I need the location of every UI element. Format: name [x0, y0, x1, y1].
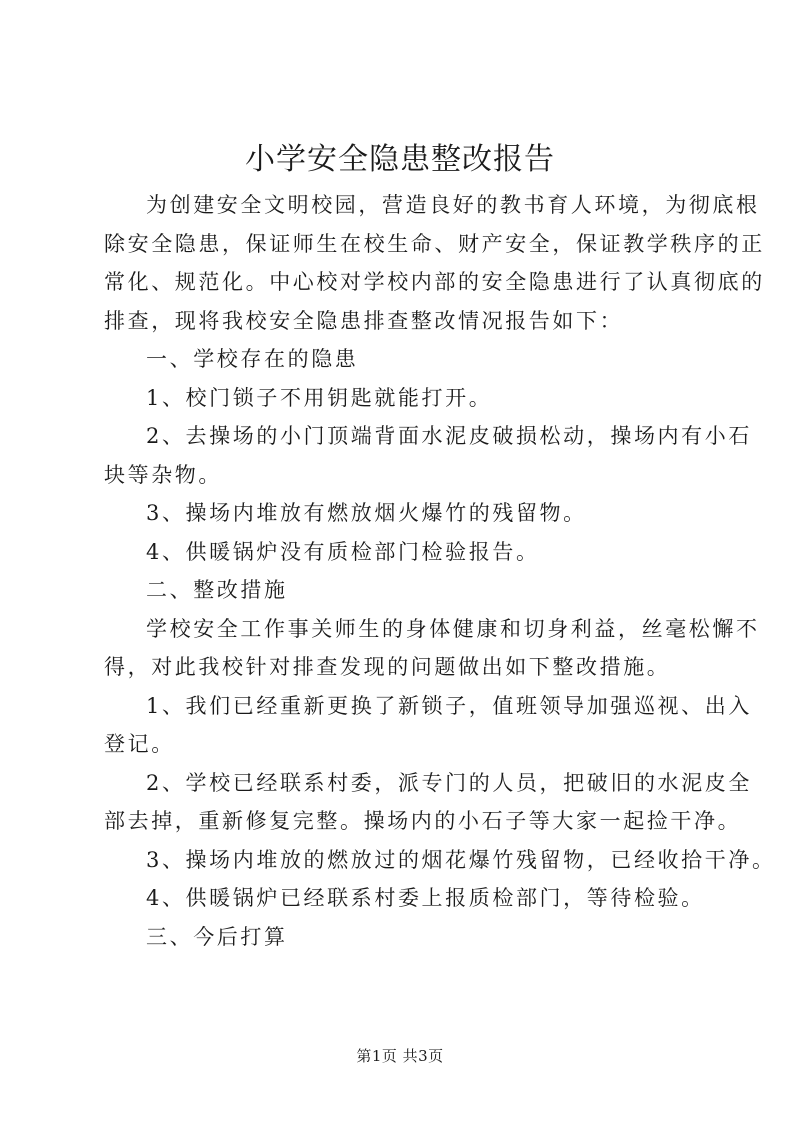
paragraph [104, 533, 716, 572]
paragraph [104, 879, 716, 918]
paragraph-line: 1、我们已经重新更换了新锁子，值班领导加强巡视、出入 [146, 693, 752, 718]
paragraph-line: 三、今后打算 [146, 924, 288, 949]
paragraph [104, 764, 752, 841]
paragraph-line: 除安全隐患，保证师生在校生命、财产安全，保证教学秩序的正 [104, 231, 765, 256]
paragraph-line: 二、整改措施 [146, 578, 288, 602]
paragraph-line: 排查，现将我校安全隐患排查整改情况报告如下： [104, 308, 624, 333]
paragraph-line: 4、供暖锅炉已经联系村委上报质检部门，等待检验。 [146, 886, 705, 910]
paragraph-line: 2、去操场的小门顶端背面水泥皮破损松动，操场内有小石 [146, 424, 752, 448]
paragraph-line: 块等杂物。 [104, 462, 222, 487]
paragraph [104, 494, 716, 533]
paragraph [104, 571, 716, 610]
paragraph-line: 3、操场内堆放有燃放烟火爆竹的残留物。 [146, 501, 587, 525]
paragraph-line: 登记。 [104, 732, 175, 756]
paragraph-line: 4、供暖锅炉没有质检部门检验报告。 [146, 539, 540, 564]
paragraph-line: 1、校门锁子不用钥匙就能打开。 [146, 385, 493, 410]
paragraph [104, 918, 716, 957]
paragraph [104, 340, 716, 379]
document-body [104, 186, 776, 956]
paragraph-line: 一、学校存在的隐患 [146, 347, 359, 371]
paragraph [104, 610, 760, 687]
paragraph [104, 417, 752, 494]
paragraph-line: 3、操场内堆放的燃放过的烟花爆竹残留物，已经收拾干净。 [146, 847, 776, 872]
paragraph [104, 687, 752, 764]
paragraph-line: 得，对此我校针对排查发现的问题做出如下整改措施。 [104, 655, 671, 679]
paragraph-line: 部去掉，重新修复完整。操场内的小石子等大家一起捡干净。 [104, 809, 742, 833]
paragraph [104, 841, 776, 880]
page-footer: 第1页 共3页 [356, 1047, 444, 1065]
paragraph-line: 为创建安全文明校园，营造良好的教书育人环境，为彻底根 [146, 193, 760, 217]
paragraph-line: 学校安全工作事关师生的身体健康和切身利益，丝毫松懈不 [146, 616, 760, 641]
paragraph [104, 186, 765, 340]
paragraph-line: 常化、规范化。中心校对学校内部的安全隐患进行了认真彻底的 [104, 270, 765, 294]
document-title: 小学安全隐患整改报告 [245, 142, 555, 177]
paragraph [104, 379, 716, 418]
paragraph-line: 2、学校已经联系村委，派专门的人员，把破旧的水泥皮全 [146, 770, 752, 795]
